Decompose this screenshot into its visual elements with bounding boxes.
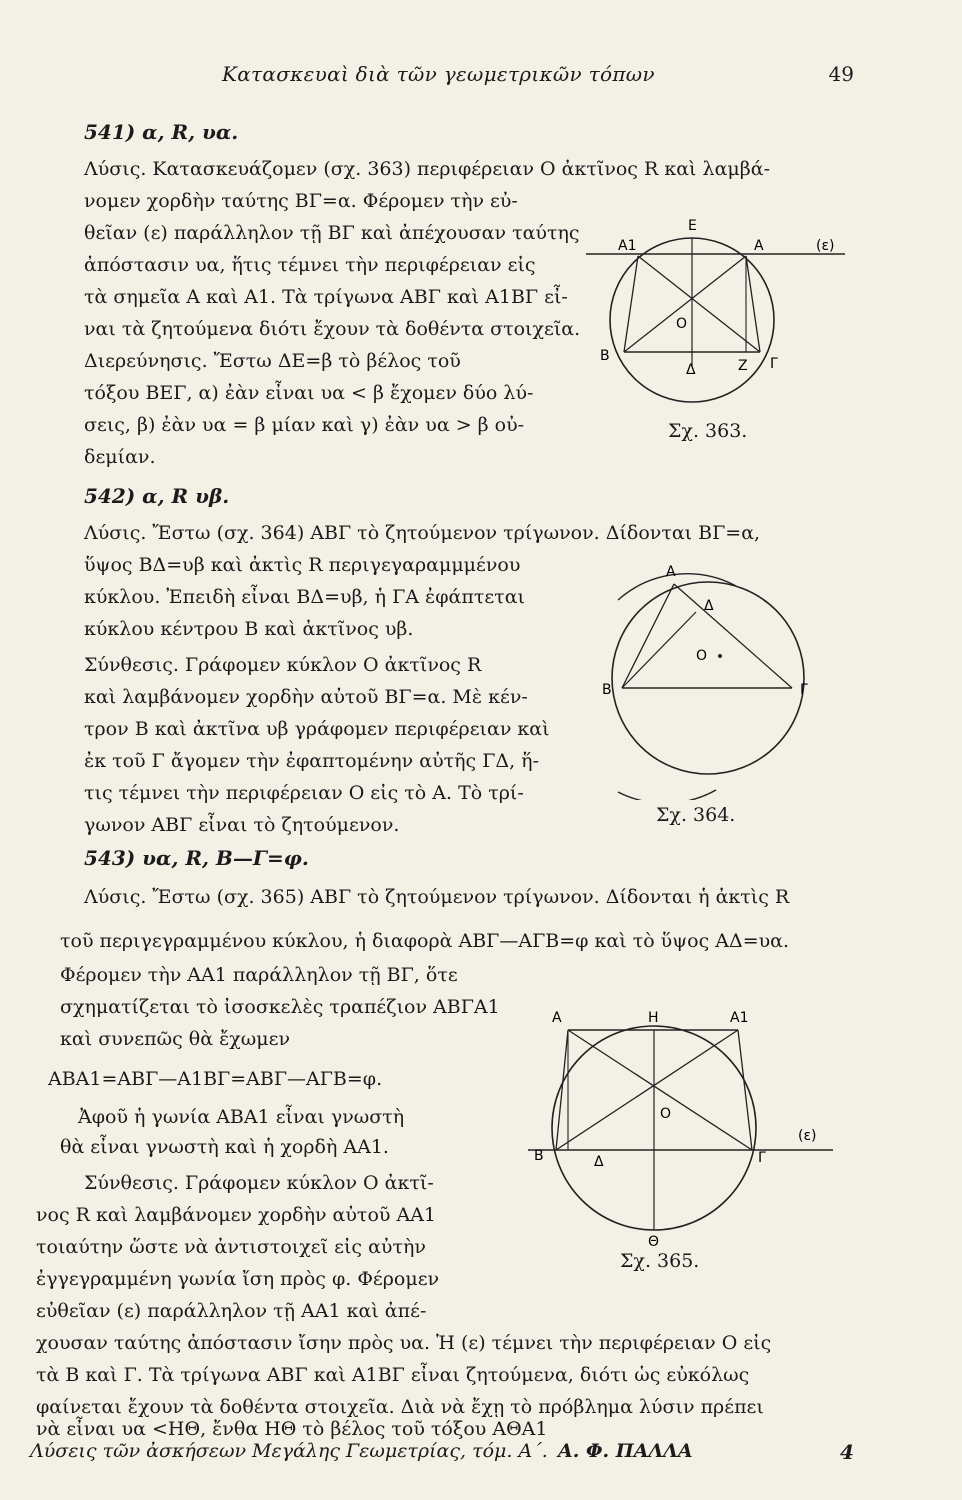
p541-line: δεμίαν. <box>84 446 156 468</box>
figure-364-caption: Σχ. 364. <box>656 804 736 826</box>
p543-line: φαίνεται ἔχουν τὰ δοθέντα στοιχεῖα. Διὰ νὰ ἔχῃ τὸ πρόβλημα λύσιν πρέπει <box>36 1396 764 1418</box>
fig363-side-A1G <box>638 256 760 352</box>
p543-line: τοιαύτην ὥστε νὰ ἀντιστοιχεῖ εἰς αὐτὴν <box>36 1236 426 1258</box>
p543-line: σχηματίζεται τὸ ἰσοσκελὲς τραπέζιον ΑΒΓΑ1 <box>60 996 500 1018</box>
footer-signature-number: 4 <box>840 1440 854 1464</box>
p543-line: τοῦ περιγεγραμμένου κύκλου, ἡ διαφορὰ ΑΒΓ—ΑΓΒ=φ καὶ τὸ ὕψος ΑΔ=υα. <box>60 930 790 952</box>
p542-line: Σύνθεσις. Γράφομεν κύκλον Ο ἀκτῖνος R <box>84 654 482 676</box>
p543-line: Λύσις. Ἔστω (σχ. 365) ΑΒΓ τὸ ζητούμενον τρίγωνον. Δίδονται ἡ ἀκτὶς R <box>84 886 790 908</box>
p542-line: γωνον ΑΒΓ εἶναι τὸ ζητούμενον. <box>84 814 400 836</box>
fig365-label-Th: Θ <box>648 1234 660 1250</box>
fig365-side-AG <box>568 1030 752 1150</box>
p541-line: Διερεύνησις. Ἔστω ΔΕ=β τὸ βέλος τοῦ <box>84 350 461 372</box>
fig365-label-O: Ο <box>660 1106 672 1122</box>
p542-line: ἐκ τοῦ Γ ἄγομεν τὴν ἐφαπτομένην αὐτῆς ΓΔ, ἥ- <box>84 750 539 772</box>
p541-line: Λύσις. Κατασκευάζομεν (σχ. 363) περιφέρειαν Ο ἀκτῖνος R καὶ λαμβά- <box>84 158 770 180</box>
running-header <box>0 62 962 92</box>
p543-line: καὶ συνεπῶς θὰ ἔχωμεν <box>60 1028 291 1050</box>
p542-line: Λύσις. Ἔστω (σχ. 364) ΑΒΓ τὸ ζητούμενον τρίγωνον. Δίδονται ΒΓ=α, <box>84 522 761 544</box>
fig363-label-eps: (ε) <box>816 238 835 254</box>
fig364-center-O <box>718 654 722 658</box>
fig363-label-A1: Α1 <box>618 238 637 254</box>
p542-line: κύκλου κέντρου Β καὶ ἀκτῖνος υβ. <box>84 618 414 640</box>
p541-line: τόξου ΒΕΓ, α) ἐὰν εἶναι υα < β ἔχομεν δύο λύ- <box>84 382 534 404</box>
p543-line: ΑΒΑ1=ΑΒΓ—Α1ΒΓ=ΑΒΓ—ΑΓΒ=φ. <box>48 1068 383 1090</box>
problem-541-heading: 541) α, R, υα. <box>84 120 239 144</box>
p541-line: σεις, β) ἐὰν υα = β μίαν καὶ γ) ἐὰν υα > β οὐ- <box>84 414 525 436</box>
p542-line: τρον Β καὶ ἀκτῖνα υβ γράφομεν περιφέρειαν καὶ <box>84 718 550 740</box>
p541-line: τὰ σημεῖα Α καὶ Α1. Τὰ τρίγωνα ΑΒΓ καὶ Α1ΒΓ εἶ- <box>84 286 568 308</box>
problem-542-heading: 542) α, R υβ. <box>84 484 230 508</box>
figure-365 <box>508 1000 838 1256</box>
p541-line: θεῖαν (ε) παράλληλον τῇ ΒΓ καὶ ἀπέχουσαν ταύτης <box>84 222 580 244</box>
fig363-label-E: Ε <box>688 218 697 234</box>
p543-line: θὰ εἶναι γνωστὴ καὶ ἡ χορδὴ ΑΑ1. <box>60 1136 389 1158</box>
fig364-label-A: Α <box>666 564 676 580</box>
p543-line: ἐγγεγραμμένη γωνία ἴση πρὸς φ. Φέρομεν <box>36 1268 440 1290</box>
fig363-label-G: Γ <box>770 356 778 372</box>
fig363-side-AB <box>624 256 746 352</box>
fig365-label-A1: Α1 <box>730 1010 749 1026</box>
p543-line: Σύνθεσις. Γράφομεν κύκλον Ο ἀκτῖ- <box>84 1172 434 1194</box>
p541-line: ναι τὰ ζητούμενα διότι ἔχουν τὰ δοθέντα στοιχεῖα. <box>84 318 581 340</box>
problem-543-heading: 543) υα, R, Β—Γ=φ. <box>84 846 309 870</box>
fig365-label-A: Α <box>552 1010 562 1026</box>
p542-line: καὶ λαμβάνομεν χορδὴν αὐτοῦ ΒΓ=α. Μὲ κέν- <box>84 686 528 708</box>
fig365-label-G: Γ <box>758 1150 766 1166</box>
fig365-label-H: Η <box>648 1010 659 1026</box>
p543-line: εὐθεῖαν (ε) παράλληλον τῇ ΑΑ1 καὶ ἀπέ- <box>36 1300 427 1322</box>
fig364-side-AB <box>622 584 674 688</box>
fig365-side-AB <box>556 1030 568 1150</box>
p543-line: τὰ Β καὶ Γ. Τὰ τρίγωνα ΑΒΓ καὶ Α1ΒΓ εἶναι ζητούμενα, διότι ὡς εὐκόλως <box>36 1364 750 1386</box>
footer-author: Α. Φ. ΠΑΛΛΑ <box>558 1440 693 1462</box>
p542-line: ὕψος ΒΔ=υβ καὶ ἀκτὶς R περιγεγαραμμμένου <box>84 554 521 576</box>
figure-363-caption: Σχ. 363. <box>668 420 748 442</box>
fig364-label-D: Δ <box>704 598 714 614</box>
fig365-label-B: Β <box>534 1148 544 1164</box>
p542-line: κύκλου. Ἐπειδὴ εἶναι ΒΔ=υβ, ἡ ΓΑ ἐφάπτεται <box>84 586 525 608</box>
fig363-label-Z: Ζ <box>738 358 748 374</box>
p543-line: νὰ εἶναι υα <ΗΘ, ἔνθα ΗΘ τὸ βέλος τοῦ τόξου ΑΘΑ1 <box>36 1418 548 1440</box>
p543-line: Ἀφοῦ ἡ γωνία ΑΒΑ1 εἶναι γνωστὴ <box>78 1106 405 1128</box>
fig365-side-A1B <box>556 1030 738 1150</box>
fig364-label-G: Γ <box>800 682 808 698</box>
fig364-height-BD <box>622 612 696 688</box>
footer-book-title: Λύσεις τῶν ἀσκήσεων Μεγάλης Γεωμετρίας, τόμ. Α΄. <box>30 1440 548 1462</box>
fig365-label-eps: (ε) <box>798 1128 817 1144</box>
fig363-label-O: Ο <box>676 316 688 332</box>
fig364-label-B: Β <box>602 682 612 698</box>
fig364-arc-B-bottom <box>618 790 716 800</box>
fig364-side-AG <box>674 584 792 688</box>
p543-line: Φέρομεν τὴν ΑΑ1 παράλληλον τῇ ΒΓ, ὅτε <box>60 964 458 986</box>
p541-line: νομεν χορδὴν ταύτης ΒΓ=α. Φέρομεν τὴν εὐ- <box>84 190 518 212</box>
fig365-label-D: Δ <box>594 1154 604 1170</box>
fig363-label-B: Β <box>600 348 610 364</box>
p543-line: νος R καὶ λαμβάνομεν χορδὴν αὐτοῦ ΑΑ1 <box>36 1204 437 1226</box>
p541-line: ἀπόστασιν υα, ἥτις τέμνει τὴν περιφέρειαν εἰς <box>84 254 536 276</box>
p543-line: χουσαν ταύτης ἀπόστασιν ἴσην πρὸς υα. Ἡ (ε) τέμνει τὴν περιφέρειαν Ο εἰς <box>36 1332 772 1354</box>
fig363-label-D: Δ <box>686 362 696 378</box>
fig365-side-A1G <box>738 1030 752 1150</box>
fig364-label-O: Ο <box>696 648 708 664</box>
figure-365-caption: Σχ. 365. <box>620 1250 700 1272</box>
figure-364 <box>596 560 836 800</box>
page-number: 49 <box>828 62 854 86</box>
fig363-label-A: Α <box>754 238 764 254</box>
header-title: Κατασκευαὶ διὰ τῶν γεωμετρικῶν τόπων <box>222 62 655 86</box>
figure-363 <box>580 210 850 430</box>
p542-line: τις τέμνει τὴν περιφέρειαν Ο εἰς τὸ Α. Τὸ τρί- <box>84 782 524 804</box>
